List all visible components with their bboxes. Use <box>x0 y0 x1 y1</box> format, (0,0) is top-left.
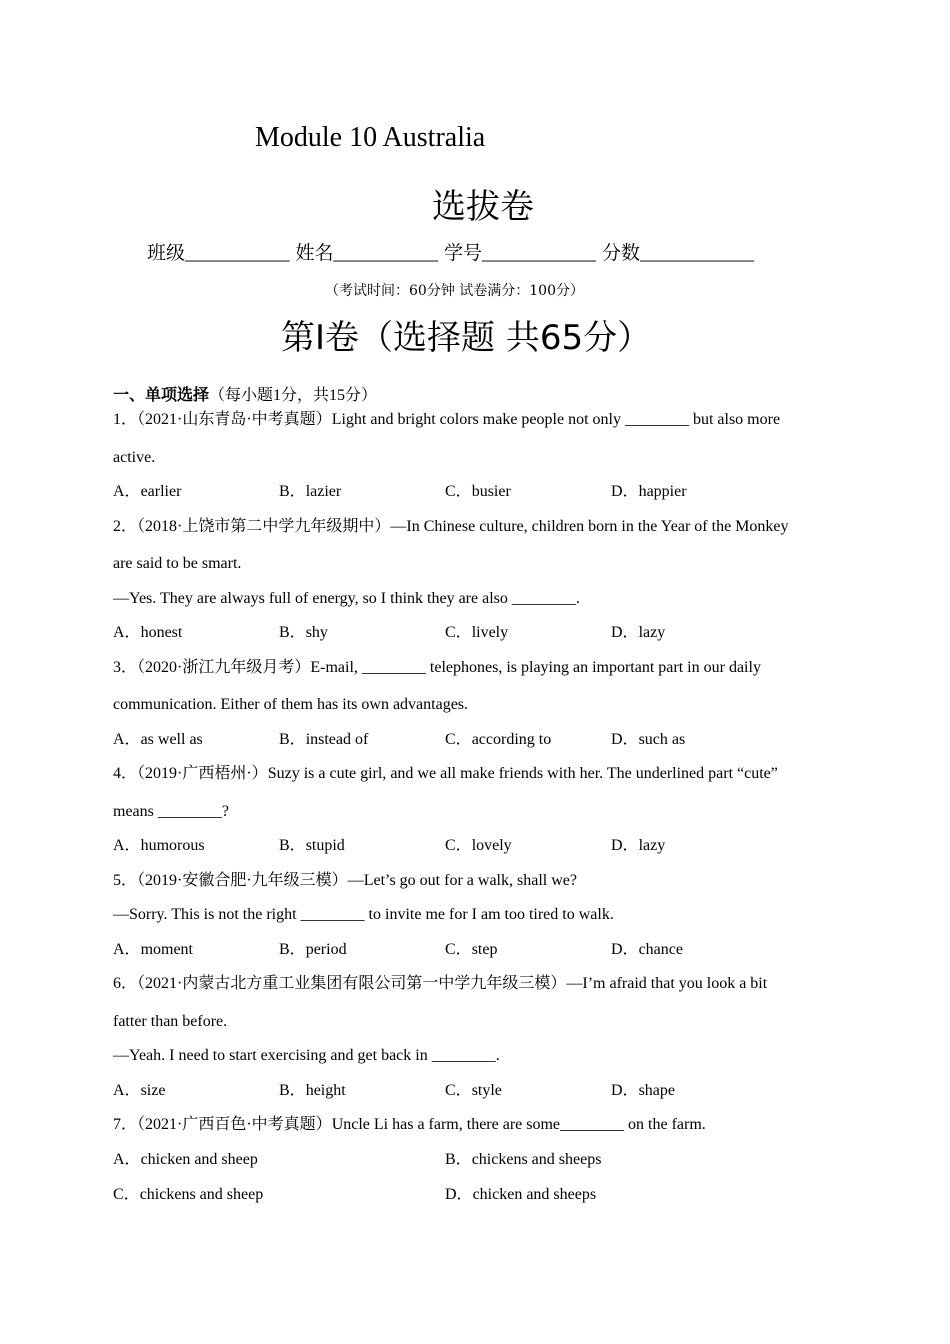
option-letter: D． <box>611 1082 639 1099</box>
question-options <box>113 1185 777 1205</box>
field-label: 班级 <box>147 242 186 264</box>
question-line <box>113 871 577 891</box>
option-b <box>445 1150 777 1170</box>
option-letter: A． <box>113 483 141 500</box>
option-text: style <box>471 1082 502 1099</box>
option-b <box>279 730 445 750</box>
question-line <box>113 410 780 430</box>
option-c <box>445 836 611 856</box>
question-stem: means ________? <box>113 803 229 820</box>
option-c <box>445 730 611 750</box>
option-letter: B． <box>279 624 306 641</box>
option-d <box>611 623 777 643</box>
option-c <box>445 1081 611 1101</box>
field-blank: ___________ <box>185 243 290 264</box>
option-text: such as <box>638 731 686 748</box>
field-blank: ___________ <box>333 243 439 264</box>
option-letter: A． <box>113 1151 141 1168</box>
question-number: 7． <box>113 1116 138 1133</box>
question-options <box>113 623 777 643</box>
field-label: 学号 <box>444 242 483 264</box>
option-b <box>279 623 445 643</box>
option-text: step <box>471 941 498 958</box>
field-label: 姓名 <box>295 242 334 264</box>
option-b <box>279 482 445 502</box>
question-stem: —Yes. They are always full of energy, so I think they are also ________. <box>113 590 580 607</box>
field-blank: ____________ <box>640 243 755 264</box>
question-options <box>113 1150 777 1170</box>
question-line <box>113 517 789 537</box>
question-number: 1． <box>113 411 138 428</box>
option-text: according to <box>471 731 552 748</box>
option-d <box>611 940 777 960</box>
section-heading <box>113 385 377 406</box>
question-stem: —I’m afraid that you look a bit <box>566 975 768 992</box>
student-info-fields <box>147 241 760 266</box>
document-title: Module 10 Australia <box>255 122 486 153</box>
option-text: size <box>140 1082 166 1099</box>
question-source: （2020·浙江九年级月考） <box>137 659 311 676</box>
option-text: shy <box>305 624 328 641</box>
option-text: chickens and sheeps <box>471 1151 602 1168</box>
option-letter: D． <box>611 624 639 641</box>
option-d <box>611 730 777 750</box>
option-text: lovely <box>471 837 512 854</box>
question-stem: —In Chinese culture, children born in the Year of the Monkey <box>390 518 789 535</box>
question-stem: Light and bright colors make people not only ________ but also more <box>331 411 781 428</box>
option-letter: A． <box>113 941 141 958</box>
option-a <box>113 836 279 856</box>
option-c <box>445 482 611 502</box>
option-letter: D． <box>445 1186 473 1203</box>
question-stem: E-mail, ________ telephones, is playing an important part in our daily <box>310 659 761 676</box>
option-text: lazier <box>305 483 342 500</box>
option-letter: B． <box>279 483 306 500</box>
question-stem: Suzy is a cute girl, and we all make friends with her. The underlined part “cute” <box>267 765 778 782</box>
option-b <box>279 1081 445 1101</box>
option-text: busier <box>471 483 511 500</box>
option-letter: D． <box>611 941 639 958</box>
option-text: shape <box>638 1082 675 1099</box>
option-letter: B． <box>279 1082 306 1099</box>
option-text: chicken and sheep <box>140 1151 258 1168</box>
option-a <box>113 482 279 502</box>
option-text: moment <box>140 941 193 958</box>
option-letter: C． <box>445 837 472 854</box>
option-text: honest <box>140 624 183 641</box>
option-c <box>445 623 611 643</box>
option-letter: C． <box>113 1186 140 1203</box>
option-a <box>113 1081 279 1101</box>
question-number: 3． <box>113 659 138 676</box>
question-number: 2． <box>113 518 138 535</box>
option-letter: C． <box>445 731 472 748</box>
option-text: earlier <box>140 483 182 500</box>
option-letter: B． <box>445 1151 472 1168</box>
student-id-field <box>444 242 596 264</box>
question-number: 4． <box>113 765 138 782</box>
option-d <box>445 1185 777 1205</box>
name-field <box>296 242 439 264</box>
option-c <box>445 940 611 960</box>
option-b <box>279 836 445 856</box>
question-options <box>113 482 777 502</box>
class-field <box>147 242 290 264</box>
question-source: （2019·广西梧州·） <box>137 765 268 782</box>
option-d <box>611 482 777 502</box>
option-letter: A． <box>113 1082 141 1099</box>
option-a <box>113 940 279 960</box>
option-text: stupid <box>305 837 345 854</box>
option-text: height <box>305 1082 346 1099</box>
option-letter: D． <box>611 731 639 748</box>
option-letter: C． <box>445 941 472 958</box>
option-d <box>611 1081 777 1101</box>
option-b <box>279 940 445 960</box>
option-d <box>611 836 777 856</box>
field-label: 分数 <box>602 242 641 264</box>
option-text: as well as <box>140 731 203 748</box>
option-letter: A． <box>113 837 141 854</box>
option-a <box>113 623 279 643</box>
option-letter: D． <box>611 837 639 854</box>
option-text: chance <box>638 941 683 958</box>
question-source: （2021·山东青岛·中考真题） <box>137 411 332 428</box>
option-text: lazy <box>638 837 666 854</box>
exam-info: （考试时间：60分钟 试卷满分：100分） <box>325 283 584 299</box>
part-title: 第I卷（选择题 共65分） <box>281 318 652 358</box>
option-letter: C． <box>445 483 472 500</box>
option-text: happier <box>638 483 687 500</box>
question-options <box>113 730 777 750</box>
question-stem: —Sorry. This is not the right ________ to invite me for I am too tired to walk. <box>113 906 614 923</box>
question-stem: fatter than before. <box>113 1013 228 1030</box>
question-options <box>113 1081 777 1101</box>
section-title: 一、单项选择 <box>113 385 210 404</box>
option-letter: B． <box>279 837 306 854</box>
question-options <box>113 836 777 856</box>
question-line <box>113 1115 706 1135</box>
question-source: （2021·内蒙古北方重工业集团有限公司第一中学九年级三模） <box>137 975 567 992</box>
option-text: instead of <box>305 731 369 748</box>
option-letter: A． <box>113 624 141 641</box>
question-source: （2019·安徽合肥·九年级三模） <box>137 872 348 889</box>
option-text: lazy <box>638 624 666 641</box>
question-source: （2018·上饶市第二中学九年级期中） <box>137 518 391 535</box>
field-blank: ____________ <box>482 243 597 264</box>
question-line <box>113 974 767 994</box>
question-stem: communication. Either of them has its own advantages. <box>113 696 469 713</box>
option-letter: D． <box>611 483 639 500</box>
option-text: lively <box>471 624 509 641</box>
question-stem: —Let’s go out for a walk, shall we? <box>347 872 577 889</box>
question-stem: active. <box>113 449 156 466</box>
question-number: 5． <box>113 872 138 889</box>
question-number: 6． <box>113 975 138 992</box>
option-letter: B． <box>279 941 306 958</box>
option-a <box>113 730 279 750</box>
option-letter: C． <box>445 624 472 641</box>
option-letter: B． <box>279 731 306 748</box>
question-line <box>113 658 761 678</box>
question-stem: Uncle Li has a farm, there are some________ on the farm. <box>331 1116 706 1133</box>
question-line <box>113 764 778 784</box>
section-note: （每小题1分，共15分） <box>209 387 378 404</box>
question-stem: —Yeah. I need to start exercising and get back in ________. <box>113 1047 500 1064</box>
document-subtitle: 选拔卷 <box>432 187 534 227</box>
option-text: period <box>305 941 347 958</box>
option-text: chickens and sheep <box>139 1186 264 1203</box>
option-text: humorous <box>140 837 205 854</box>
option-c <box>113 1185 445 1205</box>
question-options <box>113 940 777 960</box>
option-letter: C． <box>445 1082 472 1099</box>
score-field <box>602 242 754 264</box>
question-source: （2021·广西百色·中考真题） <box>137 1116 332 1133</box>
option-text: chicken and sheeps <box>472 1186 597 1203</box>
question-stem: are said to be smart. <box>113 555 242 572</box>
option-letter: A． <box>113 731 141 748</box>
option-a <box>113 1150 445 1170</box>
